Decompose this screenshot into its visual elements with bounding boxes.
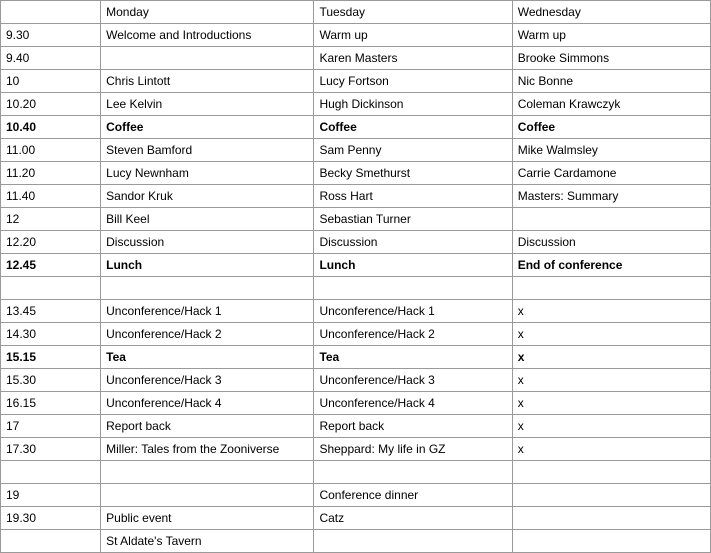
- cell-time: 11.00: [1, 139, 101, 162]
- cell-tuesday: Ross Hart: [314, 185, 512, 208]
- cell-tuesday: Tuesday: [314, 1, 512, 24]
- cell-time: 17.30: [1, 438, 101, 461]
- table-row: [1, 139, 711, 162]
- cell-wednesday: End of conference: [512, 254, 710, 277]
- cell-time: [1, 461, 101, 484]
- cell-time: 12.45: [1, 254, 101, 277]
- cell-monday: [101, 461, 314, 484]
- cell-wednesday: Mike Walmsley: [512, 139, 710, 162]
- cell-wednesday: Brooke Simmons: [512, 47, 710, 70]
- cell-tuesday: Coffee: [314, 116, 512, 139]
- cell-wednesday: Wednesday: [512, 1, 710, 24]
- cell-wednesday: Coleman Krawczyk: [512, 93, 710, 116]
- cell-time: 14.30: [1, 323, 101, 346]
- cell-monday: Bill Keel: [101, 208, 314, 231]
- cell-time: 19: [1, 484, 101, 507]
- cell-tuesday: [314, 530, 512, 553]
- cell-tuesday: Report back: [314, 415, 512, 438]
- table-row: [1, 254, 711, 277]
- cell-monday: Unconference/Hack 3: [101, 369, 314, 392]
- cell-tuesday: Unconference/Hack 3: [314, 369, 512, 392]
- table-row: [1, 231, 711, 254]
- cell-monday: Discussion: [101, 231, 314, 254]
- cell-monday: Steven Bamford: [101, 139, 314, 162]
- table-row: [1, 300, 711, 323]
- cell-wednesday: Carrie Cardamone: [512, 162, 710, 185]
- table-row: [1, 369, 711, 392]
- cell-time: 12.20: [1, 231, 101, 254]
- cell-tuesday: Lucy Fortson: [314, 70, 512, 93]
- table-row: [1, 392, 711, 415]
- cell-wednesday: [512, 277, 710, 300]
- cell-tuesday: Unconference/Hack 2: [314, 323, 512, 346]
- cell-tuesday: Unconference/Hack 4: [314, 392, 512, 415]
- cell-tuesday: Hugh Dickinson: [314, 93, 512, 116]
- cell-monday: Monday: [101, 1, 314, 24]
- cell-tuesday: Unconference/Hack 1: [314, 300, 512, 323]
- table-row: [1, 185, 711, 208]
- cell-wednesday: x: [512, 415, 710, 438]
- schedule-table-body: [1, 1, 711, 553]
- cell-monday: Lunch: [101, 254, 314, 277]
- cell-time: 15.30: [1, 369, 101, 392]
- cell-tuesday: Sheppard: My life in GZ: [314, 438, 512, 461]
- cell-monday: Lucy Newnham: [101, 162, 314, 185]
- cell-monday: Chris Lintott: [101, 70, 314, 93]
- table-row: [1, 438, 711, 461]
- cell-wednesday: x: [512, 369, 710, 392]
- cell-wednesday: Warm up: [512, 24, 710, 47]
- cell-time: 10.20: [1, 93, 101, 116]
- cell-tuesday: Catz: [314, 507, 512, 530]
- cell-tuesday: Discussion: [314, 231, 512, 254]
- table-row: [1, 208, 711, 231]
- cell-time: 13.45: [1, 300, 101, 323]
- table-row: [1, 323, 711, 346]
- cell-monday: [101, 484, 314, 507]
- cell-tuesday: Karen Masters: [314, 47, 512, 70]
- cell-monday: Unconference/Hack 1: [101, 300, 314, 323]
- cell-monday: Unconference/Hack 4: [101, 392, 314, 415]
- table-row: [1, 24, 711, 47]
- cell-tuesday: Becky Smethurst: [314, 162, 512, 185]
- cell-tuesday: Tea: [314, 346, 512, 369]
- cell-time: 17: [1, 415, 101, 438]
- cell-tuesday: Lunch: [314, 254, 512, 277]
- table-row: [1, 70, 711, 93]
- table-row: [1, 277, 711, 300]
- cell-wednesday: x: [512, 438, 710, 461]
- cell-monday: [101, 47, 314, 70]
- cell-time: 19.30: [1, 507, 101, 530]
- cell-time: 12: [1, 208, 101, 231]
- cell-time: [1, 277, 101, 300]
- cell-wednesday: [512, 530, 710, 553]
- cell-tuesday: Sebastian Turner: [314, 208, 512, 231]
- table-row: [1, 530, 711, 553]
- cell-wednesday: x: [512, 346, 710, 369]
- cell-time: 9.40: [1, 47, 101, 70]
- cell-monday: [101, 277, 314, 300]
- cell-time: [1, 530, 101, 553]
- cell-wednesday: x: [512, 323, 710, 346]
- cell-wednesday: Discussion: [512, 231, 710, 254]
- table-row: [1, 484, 711, 507]
- cell-wednesday: x: [512, 392, 710, 415]
- cell-monday: St Aldate's Tavern: [101, 530, 314, 553]
- table-row: [1, 162, 711, 185]
- cell-wednesday: [512, 461, 710, 484]
- table-row: [1, 116, 711, 139]
- cell-tuesday: [314, 277, 512, 300]
- cell-time: 10: [1, 70, 101, 93]
- cell-monday: Tea: [101, 346, 314, 369]
- cell-wednesday: [512, 484, 710, 507]
- table-row: [1, 346, 711, 369]
- cell-tuesday: Sam Penny: [314, 139, 512, 162]
- cell-monday: Report back: [101, 415, 314, 438]
- table-row: [1, 47, 711, 70]
- table-row: [1, 507, 711, 530]
- cell-time: 16.15: [1, 392, 101, 415]
- cell-monday: Lee Kelvin: [101, 93, 314, 116]
- cell-monday: Coffee: [101, 116, 314, 139]
- cell-wednesday: Nic Bonne: [512, 70, 710, 93]
- cell-time: 11.20: [1, 162, 101, 185]
- table-header-row: [1, 1, 711, 24]
- cell-time: 10.40: [1, 116, 101, 139]
- cell-wednesday: Coffee: [512, 116, 710, 139]
- cell-wednesday: [512, 507, 710, 530]
- table-row: [1, 415, 711, 438]
- cell-monday: Welcome and Introductions: [101, 24, 314, 47]
- cell-monday: Miller: Tales from the Zooniverse: [101, 438, 314, 461]
- cell-tuesday: Conference dinner: [314, 484, 512, 507]
- cell-wednesday: [512, 208, 710, 231]
- cell-time: 11.40: [1, 185, 101, 208]
- cell-time: 9.30: [1, 24, 101, 47]
- table-row: [1, 93, 711, 116]
- cell-time: [1, 1, 101, 24]
- cell-monday: Unconference/Hack 2: [101, 323, 314, 346]
- cell-tuesday: Warm up: [314, 24, 512, 47]
- cell-wednesday: Masters: Summary: [512, 185, 710, 208]
- cell-wednesday: x: [512, 300, 710, 323]
- cell-tuesday: [314, 461, 512, 484]
- cell-monday: Sandor Kruk: [101, 185, 314, 208]
- cell-monday: Public event: [101, 507, 314, 530]
- table-row: [1, 461, 711, 484]
- cell-time: 15.15: [1, 346, 101, 369]
